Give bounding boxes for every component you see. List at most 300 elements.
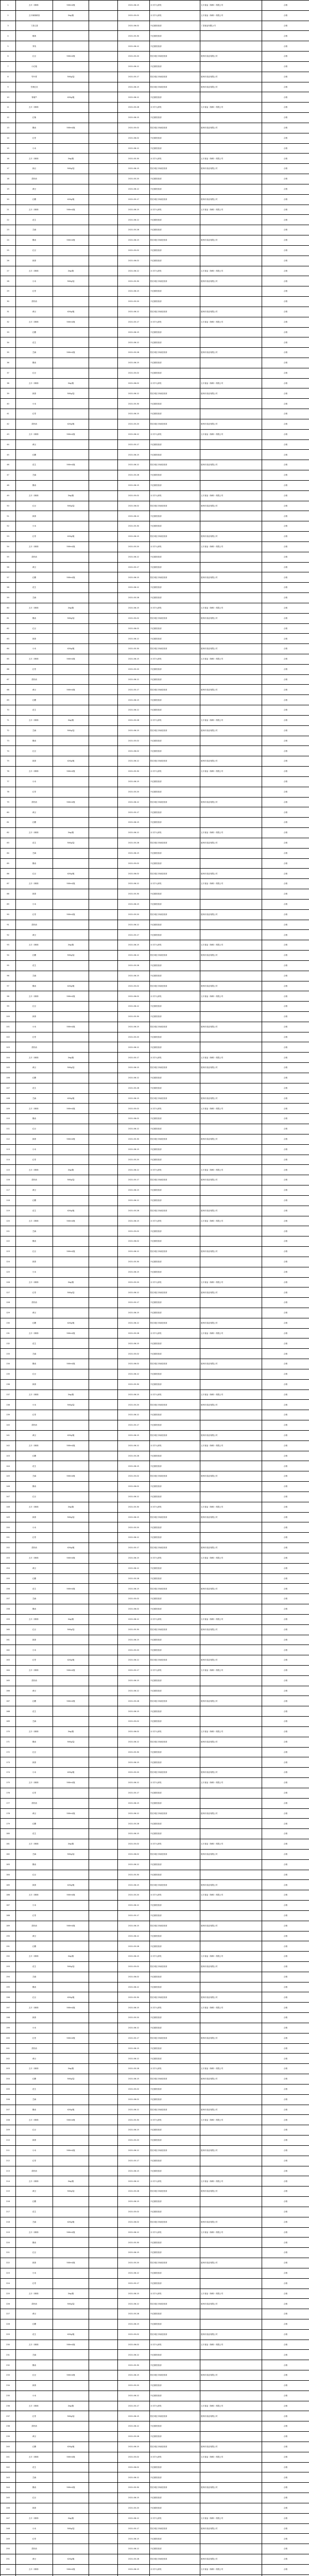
cell-name: 菜籽油 [16, 419, 53, 429]
cell-name: 红豆 [16, 1624, 53, 1635]
cell-brand [89, 194, 118, 205]
cell-brand [89, 1359, 118, 1369]
cell-result: 合格 [262, 1482, 309, 1492]
cell-no: 219 [1, 2227, 16, 2238]
cell-result: 合格 [262, 1287, 309, 1298]
cell-maker: 惠州市食品有限公司 [200, 1247, 262, 1257]
cell-spec [53, 2094, 89, 2105]
cell-date: 2021-06-12 [118, 215, 150, 225]
cell-no: 168 [1, 1706, 16, 1717]
cell-maker: 惠州市食品有限公司 [200, 2299, 262, 2309]
cell-name: 红糖 [16, 695, 53, 705]
cell-no: 174 [1, 1768, 16, 1778]
cell-brand [89, 1216, 118, 1226]
cell-place: 兴红镇经营部 [150, 31, 200, 41]
cell-maker [200, 1032, 262, 1042]
cell-no: 228 [1, 2319, 16, 2329]
cell-name: 红豆 [16, 1747, 53, 1757]
cell-place: 永丰乡大润发 [150, 940, 200, 951]
cell-name: 花生 [16, 1083, 53, 1093]
cell-name: 小米 [16, 1522, 53, 1533]
cell-maker [200, 2023, 262, 2033]
cell-maker: 五丰食品（海林）有限公司 [200, 541, 262, 552]
cell-result: 合格 [262, 583, 309, 593]
cell-maker [200, 1645, 262, 1655]
cell-result: 合格 [262, 2176, 309, 2187]
table-row [1, 1318, 309, 1328]
cell-date: 2021-06-12 [118, 1778, 150, 1788]
cell-maker [200, 1369, 262, 1379]
cell-name: 红糖 [16, 327, 53, 337]
cell-result: 合格 [262, 2054, 309, 2064]
cell-maker: 惠州市食品有限公司 [200, 2187, 262, 2197]
cell-no: 162 [1, 1645, 16, 1655]
cell-date: 2021-06-12 [118, 920, 150, 930]
cell-spec [53, 848, 89, 858]
table-row [1, 2166, 309, 2176]
cell-maker: 惠州市食品有限公司 [200, 1512, 262, 1522]
cell-result: 合格 [262, 1195, 309, 1206]
cell-no: 84 [1, 848, 16, 858]
cell-name: 红枣 [16, 1788, 53, 1798]
cell-result: 合格 [262, 286, 309, 297]
table-row [1, 10, 309, 21]
cell-name: 五丰（海林） [16, 2227, 53, 2238]
cell-result: 合格 [262, 92, 309, 103]
cell-place: 兴红镇经营部 [150, 1563, 200, 1573]
cell-date: 2021-06-02 [118, 2217, 150, 2227]
cell-maker [200, 971, 262, 981]
cell-maker: 五丰食品（海林）有限公司 [200, 1053, 262, 1063]
cell-no: 128 [1, 1298, 16, 1308]
cell-maker [200, 2462, 262, 2472]
cell-place: 永丰乡大润发 [150, 2513, 200, 2523]
cell-name: 黄豆 [16, 1563, 53, 1573]
cell-result: 合格 [262, 1768, 309, 1778]
cell-no: 23 [1, 225, 16, 235]
cell-spec [53, 2350, 89, 2360]
cell-name: 五丰（海林） [16, 317, 53, 327]
cell-brand [89, 685, 118, 695]
cell-brand [89, 2462, 118, 2472]
cell-place: 兴红镇经营部 [150, 2278, 200, 2289]
cell-result: 合格 [262, 2472, 309, 2483]
cell-place: 兴红镇经营部 [150, 1482, 200, 1492]
cell-spec [53, 1451, 89, 1461]
cell-name: 绿茶 [16, 1512, 53, 1522]
cell-date: 2021-06-02 [118, 1726, 150, 1737]
cell-date: 2021-06-12 [118, 1737, 150, 1747]
cell-no: 11 [1, 103, 16, 113]
cell-date: 2021-06-12 [118, 951, 150, 961]
cell-result: 合格 [262, 1635, 309, 1645]
cell-spec: 500ml/瓶 [53, 2115, 89, 2125]
cell-no: 21 [1, 205, 16, 215]
cell-maker [200, 1195, 262, 1206]
cell-date: 2021-06-15 [118, 235, 150, 246]
cell-place: 阳江城区市场经营部 [150, 194, 200, 205]
cell-spec: 500ml/瓶 [53, 429, 89, 439]
cell-spec [53, 470, 89, 481]
cell-date: 2021-05-20 [118, 909, 150, 920]
cell-date: 2021-06-12 [118, 2391, 150, 2401]
cell-name: 绿茶 [16, 511, 53, 521]
cell-brand [89, 1420, 118, 1431]
cell-date: 2021-05-28 [118, 1328, 150, 1338]
cell-place: 兴红镇经营部 [150, 1492, 200, 1502]
cell-place: 兴红镇经营部 [150, 1032, 200, 1042]
cell-result: 合格 [262, 1379, 309, 1389]
cell-brand [89, 797, 118, 807]
cell-place: 永丰乡大润发 [150, 1553, 200, 1563]
cell-brand [89, 2299, 118, 2309]
cell-no: 190 [1, 1931, 16, 1941]
cell-brand [89, 1788, 118, 1798]
cell-place: 兴红镇经营部 [150, 2207, 200, 2217]
cell-date: 2021-06-15 [118, 2289, 150, 2299]
cell-brand [89, 286, 118, 297]
cell-maker: 惠州市食品有限公司 [200, 1543, 262, 1553]
cell-brand [89, 1910, 118, 1921]
cell-name: 菜籽油 [16, 1798, 53, 1808]
cell-result: 合格 [262, 654, 309, 665]
table-row [1, 2442, 309, 2452]
cell-place: 阳江城区市场经营部 [150, 1022, 200, 1032]
cell-brand [89, 767, 118, 777]
cell-no: 193 [1, 1962, 16, 1972]
cell-spec: 420g/瓶 [53, 194, 89, 205]
cell-maker: 五丰食品（海林）有限公司 [200, 429, 262, 439]
table-row [1, 1921, 309, 1931]
cell-result: 合格 [262, 532, 309, 542]
cell-spec: 500ml/瓶 [53, 541, 89, 552]
cell-date: 2021-06-15 [118, 940, 150, 951]
cell-no: 90 [1, 909, 16, 920]
cell-no: 63 [1, 634, 16, 644]
cell-no: 137 [1, 1389, 16, 1400]
cell-date: 2021-06-15 [118, 776, 150, 787]
cell-date: 2021-06-12 [118, 1002, 150, 1012]
cell-place: 阳江城区市场经营部 [150, 2370, 200, 2381]
cell-brand [89, 1512, 118, 1522]
cell-name: 红豆 [16, 2248, 53, 2258]
table-row [1, 2094, 309, 2105]
cell-name: 红枣 [16, 1155, 53, 1165]
cell-no: 136 [1, 1379, 16, 1389]
cell-spec: 2kg/箱 [53, 378, 89, 388]
cell-result: 合格 [262, 1665, 309, 1675]
table-row [1, 664, 309, 674]
table-row [1, 644, 309, 654]
cell-place: 兴红镇经营部 [150, 2023, 200, 2033]
cell-no: 170 [1, 1726, 16, 1737]
cell-maker [200, 960, 262, 971]
cell-result: 合格 [262, 2187, 309, 2197]
table-row [1, 2013, 309, 2023]
cell-date: 2021-06-15 [118, 654, 150, 665]
cell-no: 143 [1, 1451, 16, 1461]
cell-no: 109 [1, 1104, 16, 1114]
cell-name: 菜籽油 [16, 2299, 53, 2309]
cell-maker [200, 736, 262, 746]
cell-result: 合格 [262, 2370, 309, 2381]
cell-spec [53, 1686, 89, 1696]
cell-name: 小米 [16, 2523, 53, 2534]
cell-brand [89, 1287, 118, 1298]
cell-spec [53, 899, 89, 909]
cell-no: 64 [1, 644, 16, 654]
table-row [1, 2125, 309, 2136]
cell-date: 2021-06-12 [118, 1655, 150, 1666]
cell-brand [89, 133, 118, 143]
cell-place: 兴红镇经营部 [150, 552, 200, 562]
cell-name: 五丰（海林） [16, 378, 53, 388]
cell-brand [89, 2564, 118, 2574]
cell-place: 兴红镇经营部 [150, 1410, 200, 1420]
cell-name: 黄豆 [16, 1931, 53, 1941]
cell-name: 芝麻 [16, 1093, 53, 1104]
cell-brand [89, 1553, 118, 1563]
cell-date: 2021-06-12 [118, 2513, 150, 2523]
cell-result: 合格 [262, 1594, 309, 1604]
cell-result: 合格 [262, 746, 309, 756]
cell-result: 合格 [262, 2483, 309, 2493]
cell-result: 合格 [262, 1901, 309, 1911]
cell-brand [89, 2248, 118, 2258]
table-row [1, 603, 309, 613]
cell-brand [89, 2187, 118, 2197]
table-row [1, 337, 309, 348]
cell-result: 合格 [262, 143, 309, 154]
cell-date: 2021-06-15 [118, 899, 150, 909]
cell-result: 合格 [262, 2197, 309, 2207]
cell-brand [89, 2544, 118, 2554]
cell-place: 阳江城区市场经营部 [150, 909, 200, 920]
cell-name: 菜籽油 [16, 552, 53, 562]
cell-date: 2021-06-15 [118, 1022, 150, 1032]
table-row [1, 2544, 309, 2554]
cell-maker: 惠州市食品有限公司 [200, 1655, 262, 1666]
cell-date: 2021-05-30 [118, 1992, 150, 2003]
cell-brand [89, 623, 118, 634]
cell-place: 兴红镇经营部 [150, 787, 200, 797]
cell-no: 146 [1, 1482, 16, 1492]
cell-spec [53, 1492, 89, 1502]
cell-brand [89, 31, 118, 41]
table-row [1, 225, 309, 235]
cell-name: 竹叶青 [16, 72, 53, 82]
cell-spec [53, 2197, 89, 2207]
table-row [1, 133, 309, 143]
cell-name: 红枣 [16, 1287, 53, 1298]
cell-spec: 500ml/瓶 [53, 1921, 89, 1931]
cell-brand [89, 1798, 118, 1808]
cell-place: 永丰乡大润发 [150, 1778, 200, 1788]
cell-no: 212 [1, 2156, 16, 2166]
cell-no: 69 [1, 695, 16, 705]
cell-place: 兴红镇经营部 [150, 2503, 200, 2513]
table-row [1, 1185, 309, 1196]
cell-brand [89, 1114, 118, 1124]
cell-place: 兴红镇经营部 [150, 1829, 200, 1839]
cell-no: 99 [1, 1002, 16, 1012]
cell-result: 合格 [262, 1584, 309, 1594]
table-row [1, 1124, 309, 1134]
cell-name: 五丰（海林） [16, 541, 53, 552]
cell-spec: 420g/瓶 [53, 1430, 89, 1440]
cell-date: 2021-06-12 [118, 1042, 150, 1053]
cell-brand [89, 562, 118, 572]
table-row [1, 1349, 309, 1359]
cell-maker [200, 399, 262, 409]
cell-result: 合格 [262, 1400, 309, 1410]
cell-brand [89, 1185, 118, 1196]
cell-spec [53, 521, 89, 532]
cell-brand [89, 532, 118, 542]
table-row [1, 1011, 309, 1022]
cell-no: 15 [1, 143, 16, 154]
cell-result: 合格 [262, 2503, 309, 2513]
cell-date: 2021-05-28 [118, 2309, 150, 2319]
cell-maker [200, 2268, 262, 2278]
cell-maker [200, 1451, 262, 1461]
cell-no: 218 [1, 2217, 16, 2227]
cell-no: 42 [1, 419, 16, 429]
cell-place: 永丰乡大润发 [150, 2289, 200, 2299]
cell-spec: 500g/袋 [53, 1624, 89, 1635]
cell-name: 菜籽油 [16, 1420, 53, 1431]
cell-maker: 五丰食品（海林）有限公司 [200, 1778, 262, 1788]
cell-brand [89, 174, 118, 184]
cell-maker [200, 1042, 262, 1053]
cell-no: 147 [1, 1492, 16, 1502]
cell-no: 5 [1, 41, 16, 52]
cell-name: 红枣 [16, 2033, 53, 2043]
cell-no: 185 [1, 1880, 16, 1890]
cell-maker [200, 174, 262, 184]
cell-name: 花生 [16, 960, 53, 971]
cell-date: 2021-06-15 [118, 2564, 150, 2574]
cell-spec: 500ml/瓶 [53, 348, 89, 358]
cell-no: 98 [1, 991, 16, 1002]
table-row [1, 951, 309, 961]
cell-name: 红糖 [16, 1318, 53, 1328]
cell-no: 211 [1, 2145, 16, 2156]
cell-name: 菜籽油 [16, 1042, 53, 1053]
cell-spec [53, 133, 89, 143]
cell-brand [89, 205, 118, 215]
table-row [1, 971, 309, 981]
cell-date: 2021-06-15 [118, 1, 150, 11]
cell-date: 2021-06-12 [118, 2299, 150, 2309]
cell-place: 阳江城区市场经营部 [150, 1962, 200, 1972]
cell-date: 2021-06-15 [118, 2319, 150, 2329]
cell-spec: 500ml/瓶 [53, 2564, 89, 2574]
cell-no: 206 [1, 2094, 16, 2105]
cell-no: 49 [1, 490, 16, 501]
cell-maker: 惠州市食品有限公司 [200, 909, 262, 920]
cell-date: 2021-05-20 [118, 1768, 150, 1778]
cell-spec [53, 1635, 89, 1645]
cell-no: 154 [1, 1563, 16, 1573]
cell-date: 2021-05-20 [118, 174, 150, 184]
cell-date: 2021-05-02 [118, 2452, 150, 2462]
cell-spec: 2kg/箱 [53, 2064, 89, 2074]
table-row [1, 1257, 309, 1267]
table-row [1, 256, 309, 266]
cell-place: 兴红镇经营部 [150, 593, 200, 603]
table-row [1, 991, 309, 1002]
cell-spec: 420g/瓶 [53, 1655, 89, 1666]
cell-spec [53, 2013, 89, 2023]
cell-date: 2021-05-02 [118, 1104, 150, 1114]
cell-brand [89, 123, 118, 133]
cell-spec [53, 1144, 89, 1155]
cell-brand [89, 951, 118, 961]
cell-maker [200, 1011, 262, 1022]
cell-no: 232 [1, 2360, 16, 2370]
table-row [1, 2176, 309, 2187]
cell-no: 85 [1, 858, 16, 869]
cell-no: 100 [1, 1011, 16, 1022]
table-row [1, 2003, 309, 2013]
cell-brand [89, 1849, 118, 1859]
cell-no: 153 [1, 1553, 16, 1563]
cell-name: 酱油 [16, 1114, 53, 1124]
cell-result: 合格 [262, 940, 309, 951]
table-row [1, 154, 309, 164]
cell-date: 2021-06-12 [118, 2227, 150, 2238]
cell-result: 合格 [262, 2084, 309, 2094]
cell-place: 兴红镇经营部 [150, 634, 200, 644]
table-row [1, 572, 309, 583]
cell-place: 兴红镇经营部 [150, 2544, 200, 2554]
cell-spec: 2kg/箱 [53, 154, 89, 164]
table-row [1, 2370, 309, 2381]
cell-no: 34 [1, 337, 16, 348]
cell-name: 菜籽油 [16, 2043, 53, 2054]
cell-maker [200, 256, 262, 266]
cell-date: 2021-06-15 [118, 1185, 150, 1196]
cell-name: 绿茶 [16, 256, 53, 266]
cell-result: 合格 [262, 981, 309, 991]
cell-result: 合格 [262, 1982, 309, 1992]
cell-place: 兴红镇经营部 [150, 1451, 200, 1461]
cell-brand [89, 725, 118, 736]
cell-date: 2021-05-20 [118, 1277, 150, 1287]
cell-no: 94 [1, 951, 16, 961]
cell-maker: 惠州市食品有限公司 [200, 194, 262, 205]
cell-maker: 惠州市食品有限公司 [200, 123, 262, 133]
cell-no: 195 [1, 1982, 16, 1992]
cell-maker: 惠州市食品有限公司 [200, 1768, 262, 1778]
cell-place: 永丰乡大润发 [150, 1, 200, 11]
cell-date: 2021-05-20 [118, 419, 150, 429]
cell-name: 红豆 [16, 501, 53, 511]
cell-spec [53, 2166, 89, 2176]
cell-date: 2021-05-02 [118, 858, 150, 869]
cell-result: 合格 [262, 2003, 309, 2013]
cell-no: 104 [1, 1053, 16, 1063]
cell-brand [89, 276, 118, 286]
cell-name: 红枣 [16, 1910, 53, 1921]
cell-brand [89, 2289, 118, 2299]
cell-date: 2021-06-15 [118, 2043, 150, 2054]
cell-spec [53, 1941, 89, 1952]
table-row [1, 82, 309, 92]
cell-brand [89, 358, 118, 368]
cell-maker: 五丰食品（海林）有限公司 [200, 1104, 262, 1114]
